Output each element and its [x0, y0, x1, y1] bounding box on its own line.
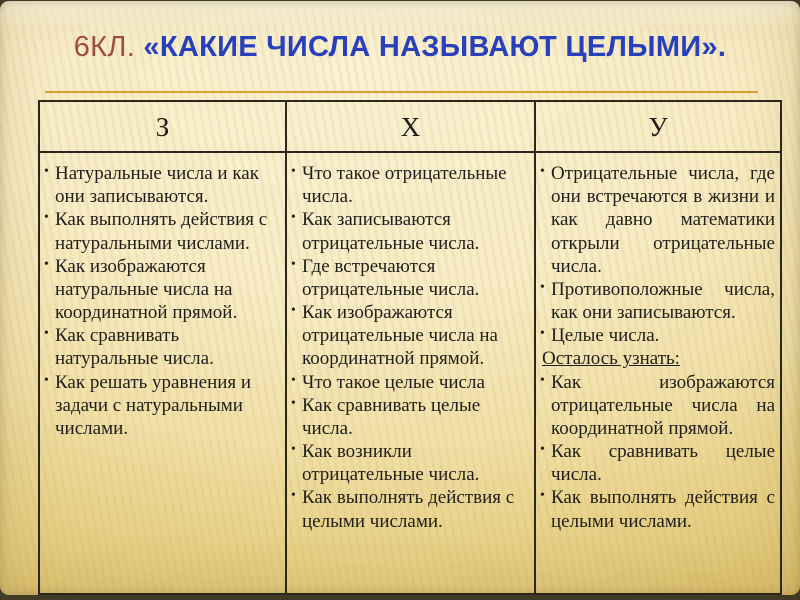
- list-item: • Как решать уравнения и задачи с натуральными числами.: [44, 371, 280, 441]
- column-want-to-know: [287, 153, 536, 593]
- title-divider-rule: [45, 91, 758, 93]
- list-item: • Как выполнять действия с целыми числами.: [540, 486, 775, 532]
- list-item: • Как выполнять действия с целыми числами.: [291, 486, 529, 532]
- kwl-table: [38, 100, 782, 595]
- list-item: • Как записываются отрицательные числа.: [291, 208, 529, 254]
- slide: [0, 1, 800, 595]
- list-item: • Отрицательные числа, где они встречаются в жизни и как давно математики открыли отрицательные числа.: [540, 162, 775, 278]
- list-item: • Как возникли отрицательные числа.: [291, 440, 529, 486]
- column-know: [40, 153, 287, 593]
- want-list: [291, 162, 529, 533]
- list-item: • Как сравнивать целые числа.: [540, 440, 775, 486]
- list-item: • Противоположные числа, как они записываются.: [540, 278, 775, 324]
- title-main-text: «КАКИЕ ЧИСЛА НАЗЫВАЮТ ЦЕЛЫМИ».: [143, 31, 727, 63]
- list-item: • Что такое отрицательные числа.: [291, 162, 529, 208]
- remaining-list: [540, 371, 775, 533]
- column-learned: [536, 153, 780, 593]
- list-item: • Как выполнять действия с натуральными числами.: [44, 208, 280, 254]
- list-item: • Натуральные числа и как они записываются.: [44, 162, 280, 208]
- column-header-learned: У: [536, 102, 780, 153]
- title-grade-prefix: 6КЛ.: [73, 31, 136, 63]
- list-item: • Что такое целые числа: [291, 371, 529, 394]
- remaining-to-learn-heading: Осталось узнать:: [542, 348, 680, 370]
- column-header-know: З: [40, 102, 287, 153]
- list-item: • Целые числа.: [540, 324, 775, 347]
- learned-list: [540, 162, 775, 347]
- list-item: • Как сравнивать целые числа.: [291, 394, 529, 440]
- list-item: • Как изображаются отрицательные числа на координатной прямой.: [291, 301, 529, 371]
- column-header-want: Х: [287, 102, 536, 153]
- list-item: • Как изображаются натуральные числа на координатной прямой.: [44, 255, 280, 325]
- list-item: • Где встречаются отрицательные числа.: [291, 255, 529, 301]
- list-item: • Как сравнивать натуральные числа.: [44, 324, 280, 370]
- list-item: • Как изображаются отрицательные числа на координатной прямой.: [540, 371, 775, 441]
- slide-title: [0, 31, 800, 64]
- know-list: [44, 162, 280, 440]
